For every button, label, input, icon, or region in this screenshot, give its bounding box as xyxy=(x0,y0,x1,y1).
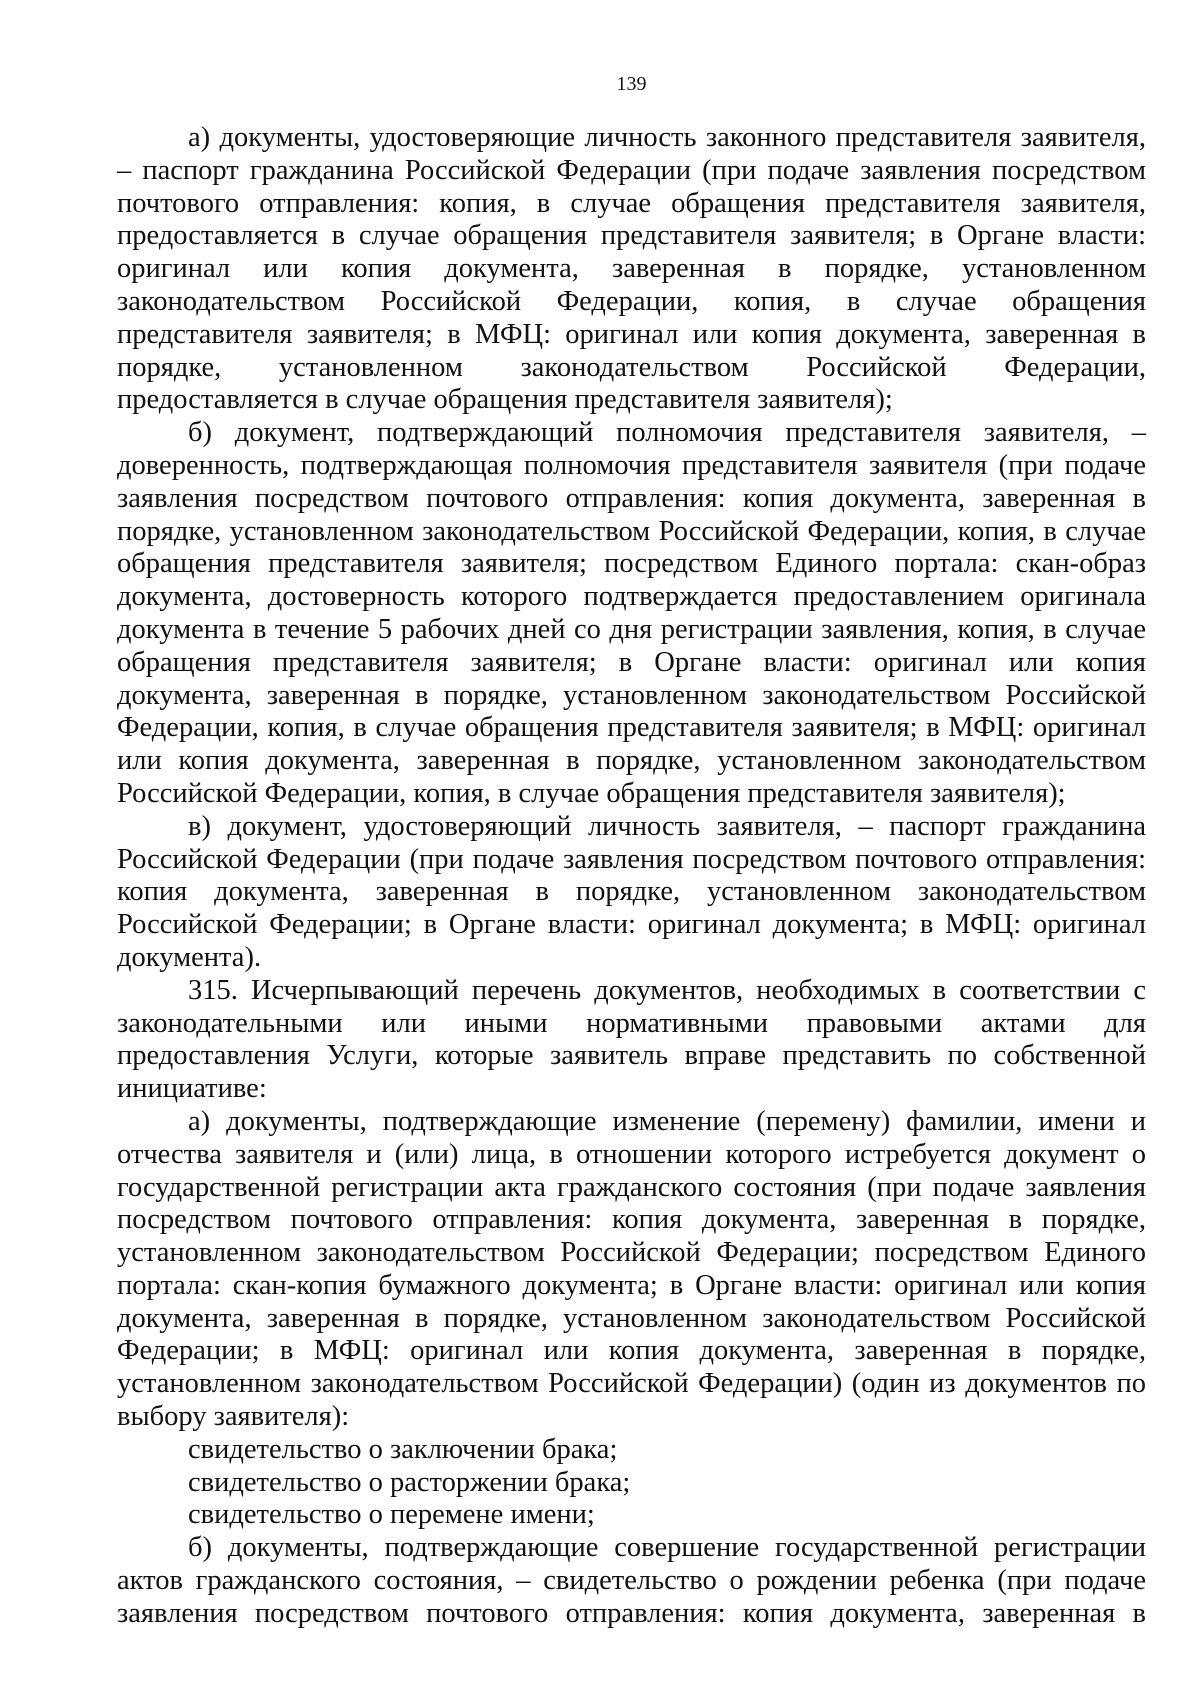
list-item: свидетельство о перемене имени; xyxy=(188,1499,595,1531)
list-item: свидетельство о расторжении брака; xyxy=(188,1466,631,1498)
paragraph-a-name-change-documents: а) документы, подтверждающие изменение (перемену) фамилии, имени и отчества заявителя и (или) лица, в отношении которого истребуется документ о государственной регистрации акта гражданского состояния (при подаче заявления посредством почтового отправления: копия документа, заверенная в порядке, установленном законодательством Российской Федерации; посредством Единого портала: скан-копия бумажного документа; в Органе власти: оригинал или копия документа, заверенная в порядке, установленном законодательством Российской Федерации; в МФЦ: оригинал или копия документа, заверенная в порядке, установленном законодательством Российской Федерации) (один из документов по выбору заявителя): xyxy=(117,1105,1146,1433)
paragraph-v-applicant-id: в) документ, удостоверяющий личность заявителя, – паспорт гражданина Российской Федерации (при подаче заявления посредством почтового отправления: копия документа, заверенная в порядке, установленном законодательством Российской Федерации; в Органе власти: оригинал документа; в МФЦ: оригинал документа). xyxy=(117,810,1146,973)
paragraph-a-legal-representative-id: а) документы, удостоверяющие личность законного представителя заявителя, – паспорт гражданина Российской Федерации (при подаче заявления посредством почтового отправления: копия, в случае обращения представителя заявителя, предоставляется в случае обращения представителя заявителя; в Органе власти: оригинал или копия документа, заверенная в порядке, установленном законодательством Российской Федерации, копия, в случае обращения представителя заявителя; в МФЦ: оригинал или копия документа, заверенная в порядке, установленном законодательством Российской Федерации, предоставляется в случае обращения представителя заявителя); xyxy=(117,122,1146,416)
paragraph-b-civil-registration-documents: б) документы, подтверждающие совершение государственной регистрации актов гражданского состояния, – свидетельство о рождении ребенка (при подаче заявления посредством почтового отправления: копия документа, заверенная в xyxy=(117,1532,1146,1629)
paragraph-315-optional-documents: 315. Исчерпывающий перечень документов, необходимых в соответствии с законодательными или иными нормативными правовыми актами для предоставления Услуги, которые заявитель вправе представить по собственной инициативе: xyxy=(117,974,1146,1105)
list-item: свидетельство о заключении брака; xyxy=(188,1433,618,1465)
page-number: 139 xyxy=(616,73,647,95)
document-body xyxy=(117,122,1146,1631)
paragraph-b-authority-document: б) документ, подтверждающий полномочия представителя заявителя, – доверенность, подтверждающая полномочия представителя заявителя (при подаче заявления посредством почтового отправления: копия документа, заверенная в порядке, установленном законодательством Российской Федерации, копия, в случае обращения представителя заявителя; посредством Единого портала: скан-образ документа, достоверность которого подтверждается предоставлением оригинала документа в течение 5 рабочих дней со дня регистрации заявления, копия, в случае обращения представителя заявителя; в Органе власти: оригинал или копия документа, заверенная в порядке, установленном законодательством Российской Федерации, копия, в случае обращения представителя заявителя; в МФЦ: оригинал или копия документа, заверенная в порядке, установленном законодательством Российской Федерации, копия, в случае обращения представителя заявителя); xyxy=(117,417,1146,809)
